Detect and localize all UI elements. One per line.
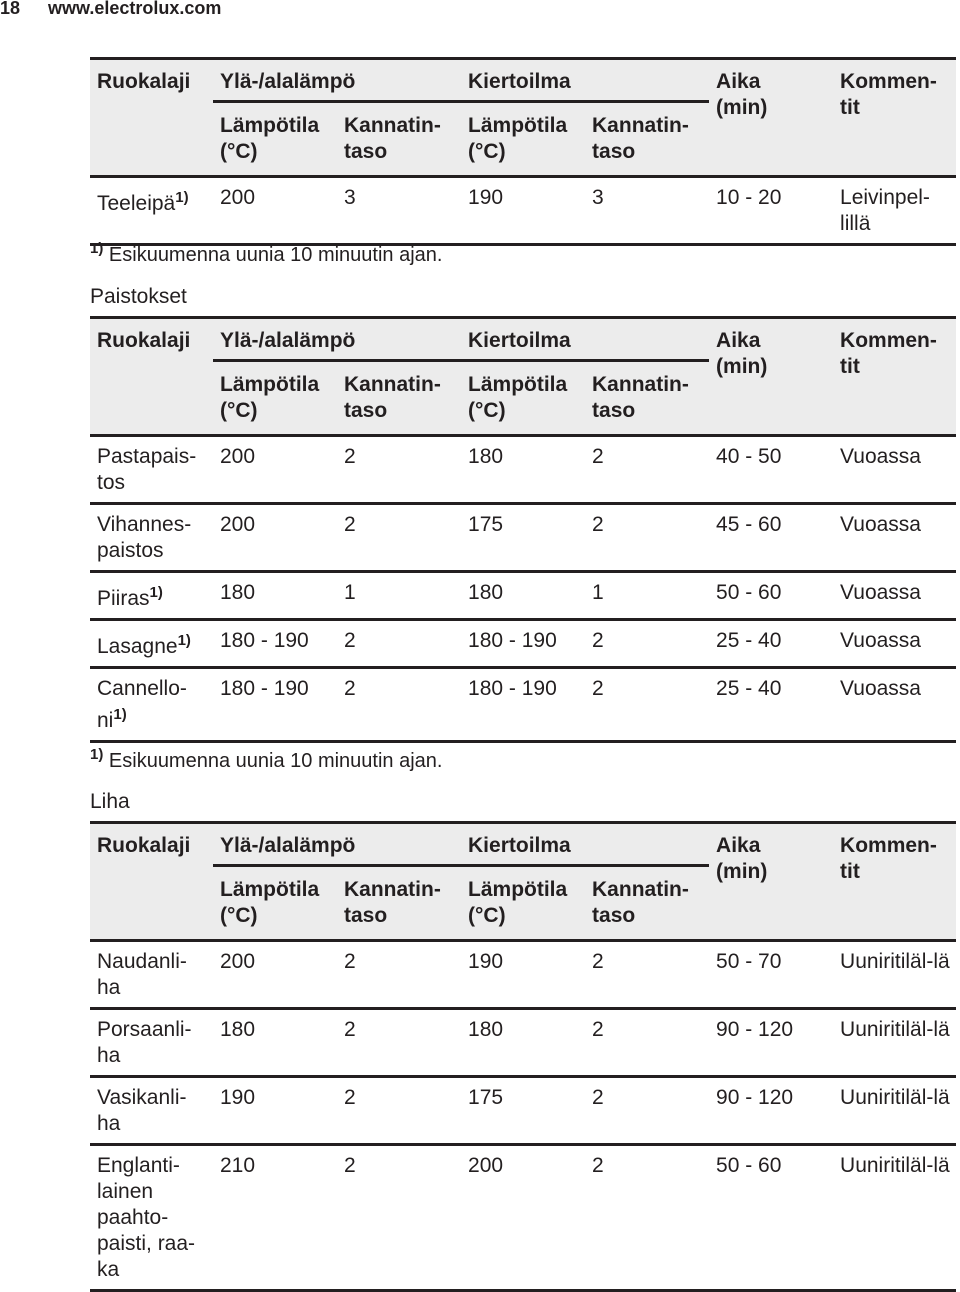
fan-level: 1 xyxy=(592,581,604,604)
dish-name: Porsaanli-ha xyxy=(97,1018,192,1067)
comment: Uuniritiläl-lä xyxy=(840,1018,950,1041)
conv-level: 2 xyxy=(344,445,356,468)
conv-temp: 200 xyxy=(220,445,256,468)
col-fan-level: Kannatin- taso xyxy=(585,361,709,436)
table-row xyxy=(90,177,956,245)
conv-level: 2 xyxy=(344,950,356,973)
comment: Vuoassa xyxy=(840,445,921,468)
time: 50 - 60 xyxy=(716,1154,782,1177)
conv-temp: 180 xyxy=(220,1018,256,1041)
fan-temp: 175 xyxy=(468,1086,504,1109)
fan-temp: 180 xyxy=(468,445,504,468)
dish-name: Englanti-lainen paahto-paisti, raa-ka xyxy=(97,1154,196,1281)
comment: Vuoassa xyxy=(840,677,921,700)
fan-temp: 180 xyxy=(468,1018,504,1041)
col-time: Aika (min) xyxy=(709,318,833,436)
conv-level: 2 xyxy=(344,677,356,700)
col-fan-level: Kannatin- taso xyxy=(585,102,709,177)
dish-name: Piiras$^{1)}$ xyxy=(97,584,163,610)
time: 25 - 40 xyxy=(716,629,782,652)
table-row xyxy=(90,436,956,504)
section-title-paistokset: Paistokset xyxy=(90,285,187,308)
comment: Vuoassa xyxy=(840,513,921,536)
fan-level: 2 xyxy=(592,950,604,973)
col-conventional: Ylä-/alalämpö xyxy=(213,318,461,361)
col-time: Aika (min) xyxy=(709,59,833,177)
conv-level: 2 xyxy=(344,1018,356,1041)
time: 45 - 60 xyxy=(716,513,782,536)
time: 40 - 50 xyxy=(716,445,782,468)
fan-level: 3 xyxy=(592,186,604,209)
conv-level: 1 xyxy=(344,581,356,604)
col-fan-temp: Lämpötila (°C) xyxy=(461,361,585,436)
time: 90 - 120 xyxy=(716,1018,794,1041)
conv-temp: 180 - 190 xyxy=(220,629,309,652)
conv-temp: 180 xyxy=(220,581,256,604)
fan-temp: 180 - 190 xyxy=(468,677,557,700)
table-row xyxy=(90,941,956,1009)
conv-level: 2 xyxy=(344,629,356,652)
col-conv-temp: Lämpötila (°C) xyxy=(213,361,337,436)
time: 50 - 60 xyxy=(716,581,782,604)
conv-temp: 210 xyxy=(220,1154,256,1177)
dish-name: Teeleipä$^{1)}$ xyxy=(97,189,189,215)
dish-name: Lasagne$^{1)}$ xyxy=(97,632,191,658)
col-fan: Kiertoilma xyxy=(461,318,709,361)
col-conv-level: Kannatin- taso xyxy=(337,102,461,177)
footnote-mark: 1) xyxy=(149,584,163,601)
site-url[interactable]: www.electrolux.com xyxy=(48,0,222,18)
dish-name: Naudanli-ha xyxy=(97,950,187,999)
col-conv-level: Kannatin- taso xyxy=(337,361,461,436)
time: 50 - 70 xyxy=(716,950,782,973)
fan-temp: 180 xyxy=(468,581,504,604)
conv-level: 2 xyxy=(344,1154,356,1177)
col-conventional: Ylä-/alalämpö xyxy=(213,59,461,102)
table-row xyxy=(90,620,956,668)
conv-level: 3 xyxy=(344,186,356,209)
conv-level: 2 xyxy=(344,1086,356,1109)
fan-temp: 200 xyxy=(468,1154,504,1177)
conv-level: 2 xyxy=(344,513,356,536)
baking-table-paistokset xyxy=(90,316,956,743)
conv-temp: 200 xyxy=(220,950,256,973)
baking-table-1 xyxy=(90,57,956,246)
table-row xyxy=(90,572,956,620)
col-fan-temp: Lämpötila (°C) xyxy=(461,102,585,177)
comment: Uuniritiläl-lä xyxy=(840,1154,950,1177)
fan-level: 2 xyxy=(592,513,604,536)
footnote-2: $^{1)}$ Esikuumenna uunia 10 minuutin ajan. xyxy=(90,746,443,772)
fan-temp: 175 xyxy=(468,513,504,536)
comment: Uuniritiläl-lä xyxy=(840,950,950,973)
table-row xyxy=(90,668,956,742)
page-number: 18 xyxy=(0,0,21,18)
col-comment: Kommen- tit xyxy=(833,823,956,941)
col-fan: Kiertoilma xyxy=(461,59,709,102)
dish-name: Vihannes-paistos xyxy=(97,513,192,562)
fan-level: 2 xyxy=(592,445,604,468)
table-row xyxy=(90,504,956,572)
conv-temp: 200 xyxy=(220,513,256,536)
conv-temp: 180 - 190 xyxy=(220,677,309,700)
table-row xyxy=(90,1009,956,1077)
footnote-1: $^{1)}$ Esikuumenna uunia 10 minuutin ajan. xyxy=(90,240,443,266)
col-conv-level: Kannatin- taso xyxy=(337,866,461,941)
fan-temp: 190 xyxy=(468,186,504,209)
col-conv-temp: Lämpötila (°C) xyxy=(213,102,337,177)
time: 10 - 20 xyxy=(716,186,782,209)
table-row xyxy=(90,1145,956,1291)
page-header xyxy=(0,0,221,19)
footnote-mark: 1) xyxy=(175,189,189,206)
col-dish: Ruokalaji xyxy=(90,823,213,941)
conv-temp: 200 xyxy=(220,186,256,209)
time: 25 - 40 xyxy=(716,677,782,700)
col-fan-temp: Lämpötila (°C) xyxy=(461,866,585,941)
dish-name: Pastapais-tos xyxy=(97,445,197,494)
section-title-liha: Liha xyxy=(90,790,130,813)
col-fan-level: Kannatin- taso xyxy=(585,866,709,941)
dish-name: Vasikanli-ha xyxy=(97,1086,187,1135)
table-row xyxy=(90,1077,956,1145)
col-comment: Kommen- tit xyxy=(833,59,956,177)
comment: Uuniritiläl-lä xyxy=(840,1086,950,1109)
col-time: Aika (min) xyxy=(709,823,833,941)
comment: Leivinpel-lillä xyxy=(840,186,930,235)
time: 90 - 120 xyxy=(716,1086,794,1109)
comment: Vuoassa xyxy=(840,629,921,652)
col-conventional: Ylä-/alalämpö xyxy=(213,823,461,866)
col-dish: Ruokalaji xyxy=(90,318,213,436)
col-conv-temp: Lämpötila (°C) xyxy=(213,866,337,941)
baking-table-liha xyxy=(90,821,956,1292)
fan-level: 2 xyxy=(592,1154,604,1177)
fan-level: 2 xyxy=(592,1086,604,1109)
fan-temp: 180 - 190 xyxy=(468,629,557,652)
footnote-mark: 1) xyxy=(113,706,127,723)
footnote-mark: 1) xyxy=(177,632,191,649)
conv-temp: 190 xyxy=(220,1086,256,1109)
col-fan: Kiertoilma xyxy=(461,823,709,866)
fan-level: 2 xyxy=(592,677,604,700)
fan-level: 2 xyxy=(592,1018,604,1041)
col-comment: Kommen- tit xyxy=(833,318,956,436)
dish-name: Cannello-$ni^{1)}$ xyxy=(97,677,187,732)
fan-level: 2 xyxy=(592,629,604,652)
comment: Vuoassa xyxy=(840,581,921,604)
col-dish: Ruokalaji xyxy=(90,59,213,177)
fan-temp: 190 xyxy=(468,950,504,973)
